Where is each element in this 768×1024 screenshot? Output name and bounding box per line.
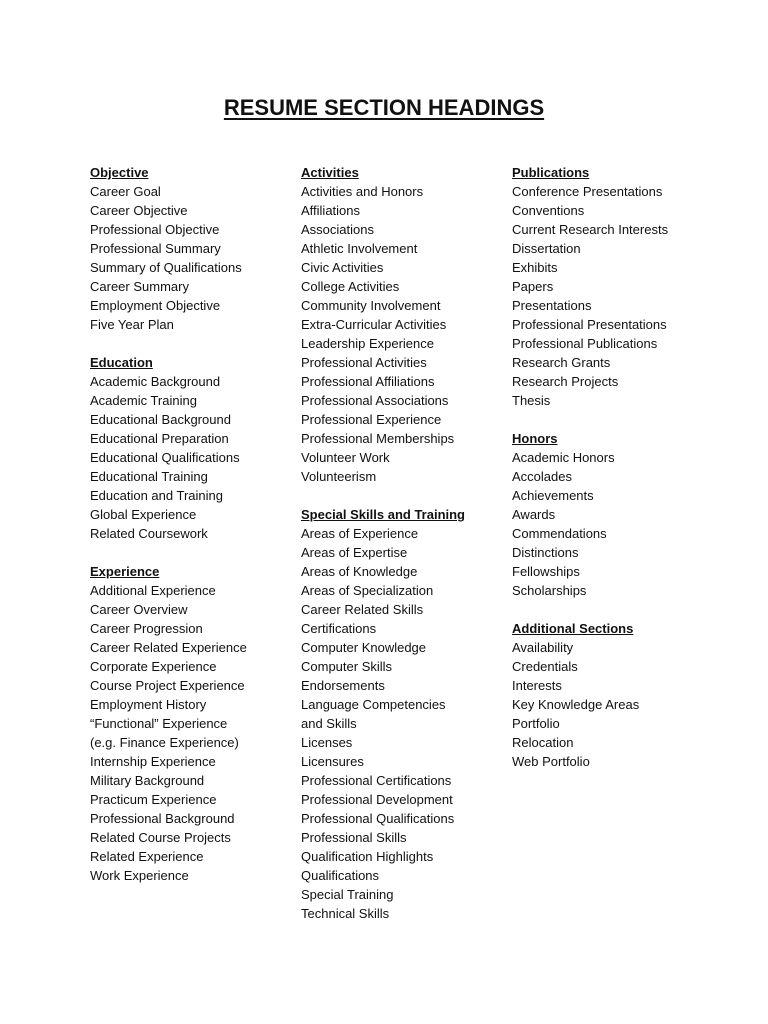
section-list [512,448,712,600]
list-item: Accolades [512,469,572,484]
list-item: Areas of Experience [301,526,419,541]
list-item: Papers [512,279,554,294]
section [90,562,290,885]
list-item: Thesis [512,393,551,408]
list-item: Web Portfolio [512,754,590,769]
section-list [512,638,712,771]
list-item: Extra-Curricular Activities [301,317,447,332]
section [90,353,290,543]
list-item: (e.g. Finance Experience) [90,735,239,750]
list-item: Related Experience [90,849,204,864]
list-item: Dissertation [512,241,581,256]
list-item: Summary of Qualifications [90,260,242,275]
list-item: Presentations [512,298,592,313]
list-item: Career Goal [90,184,161,199]
section [512,429,712,600]
list-item: Areas of Specialization [301,583,434,598]
list-item: Professional Associations [301,393,449,408]
section-heading: Experience [90,564,160,579]
section [301,163,501,486]
list-item: “Functional” Experience [90,716,228,731]
section-list [90,372,290,543]
list-item: Language Competencies [301,697,446,712]
list-item: Research Projects [512,374,619,389]
list-item: Military Background [90,773,205,788]
list-item: Career Progression [90,621,203,636]
list-item: Professional Presentations [512,317,667,332]
list-item: Computer Skills [301,659,393,674]
list-item: Certifications [301,621,377,636]
list-item: Educational Training [90,469,208,484]
list-item: Course Project Experience [90,678,245,693]
list-item: Professional Qualifications [301,811,455,826]
list-item: Career Objective [90,203,188,218]
list-item: Work Experience [90,868,189,883]
column-1 [90,163,290,904]
list-item: Interests [512,678,562,693]
list-item: Computer Knowledge [301,640,427,655]
list-item: Associations [301,222,374,237]
list-item: Achievements [512,488,594,503]
list-item: Relocation [512,735,574,750]
list-item: Conventions [512,203,585,218]
section-list [90,182,290,334]
section-heading: Special Skills and Training [301,507,465,522]
list-item: Professional Development [301,792,453,807]
list-item: Global Experience [90,507,197,522]
list-item: Technical Skills [301,906,390,921]
list-item: Current Research Interests [512,222,669,237]
list-item: Professional Background [90,811,235,826]
section-list [301,182,501,486]
list-item: Professional Certifications [301,773,452,788]
list-item: Employment History [90,697,207,712]
section [512,619,712,771]
section-list [301,524,501,923]
list-item: Volunteer Work [301,450,390,465]
list-item: Conference Presentations [512,184,663,199]
list-item: Additional Experience [90,583,216,598]
list-item: Academic Honors [512,450,615,465]
list-item: Internship Experience [90,754,216,769]
list-item: Academic Training [90,393,197,408]
list-item: Professional Affiliations [301,374,435,389]
section [90,163,290,334]
list-item: Related Coursework [90,526,208,541]
list-item: Educational Qualifications [90,450,240,465]
list-item: Special Training [301,887,394,902]
section-heading: Activities [301,165,359,180]
list-item: College Activities [301,279,400,294]
list-item: Community Involvement [301,298,441,313]
section-heading: Education [90,355,153,370]
list-item: Exhibits [512,260,558,275]
list-item: Professional Experience [301,412,442,427]
list-item: Athletic Involvement [301,241,418,256]
list-item: Corporate Experience [90,659,217,674]
list-item: Key Knowledge Areas [512,697,640,712]
list-item: Professional Skills [301,830,407,845]
list-item: Related Course Projects [90,830,231,845]
list-item: Career Overview [90,602,188,617]
section-heading: Publications [512,165,590,180]
list-item: Fellowships [512,564,580,579]
list-item: Five Year Plan [90,317,174,332]
list-item: Volunteerism [301,469,377,484]
list-item: Professional Summary [90,241,221,256]
list-item: Endorsements [301,678,385,693]
list-item: Career Summary [90,279,189,294]
section [301,505,501,923]
column-2 [301,163,501,942]
list-item: Professional Objective [90,222,220,237]
section-heading: Honors [512,431,558,446]
list-item: Awards [512,507,556,522]
list-item: Activities and Honors [301,184,424,199]
list-item: Commendations [512,526,607,541]
list-item: Leadership Experience [301,336,434,351]
list-item: Academic Background [90,374,221,389]
section-heading: Objective [90,165,149,180]
list-item: Scholarships [512,583,587,598]
list-item: Employment Objective [90,298,221,313]
list-item: Distinctions [512,545,579,560]
list-item: Licensures [301,754,364,769]
list-item: Affiliations [301,203,361,218]
list-item: Educational Preparation [90,431,229,446]
column-3 [512,163,712,790]
list-item: Civic Activities [301,260,384,275]
list-item: Career Related Skills [301,602,424,617]
list-item: Research Grants [512,355,611,370]
list-item: Qualification Highlights [301,849,434,864]
section-list [512,182,712,410]
list-item: Professional Publications [512,336,658,351]
list-item: Education and Training [90,488,223,503]
list-item: Qualifications [301,868,380,883]
section-list [90,581,290,885]
list-item: Licenses [301,735,353,750]
section [512,163,712,410]
list-item: Areas of Expertise [301,545,408,560]
list-item: Educational Background [90,412,231,427]
list-item: Professional Memberships [301,431,455,446]
page-title: RESUME SECTION HEADINGS [223,95,545,120]
list-item: Professional Activities [301,355,427,370]
list-item: Career Related Experience [90,640,247,655]
list-item: Practicum Experience [90,792,217,807]
list-item: Availability [512,640,574,655]
list-item: Portfolio [512,716,560,731]
list-item: and Skills [301,716,357,731]
section-heading: Additional Sections [512,621,634,636]
list-item: Areas of Knowledge [301,564,418,579]
list-item: Credentials [512,659,578,674]
